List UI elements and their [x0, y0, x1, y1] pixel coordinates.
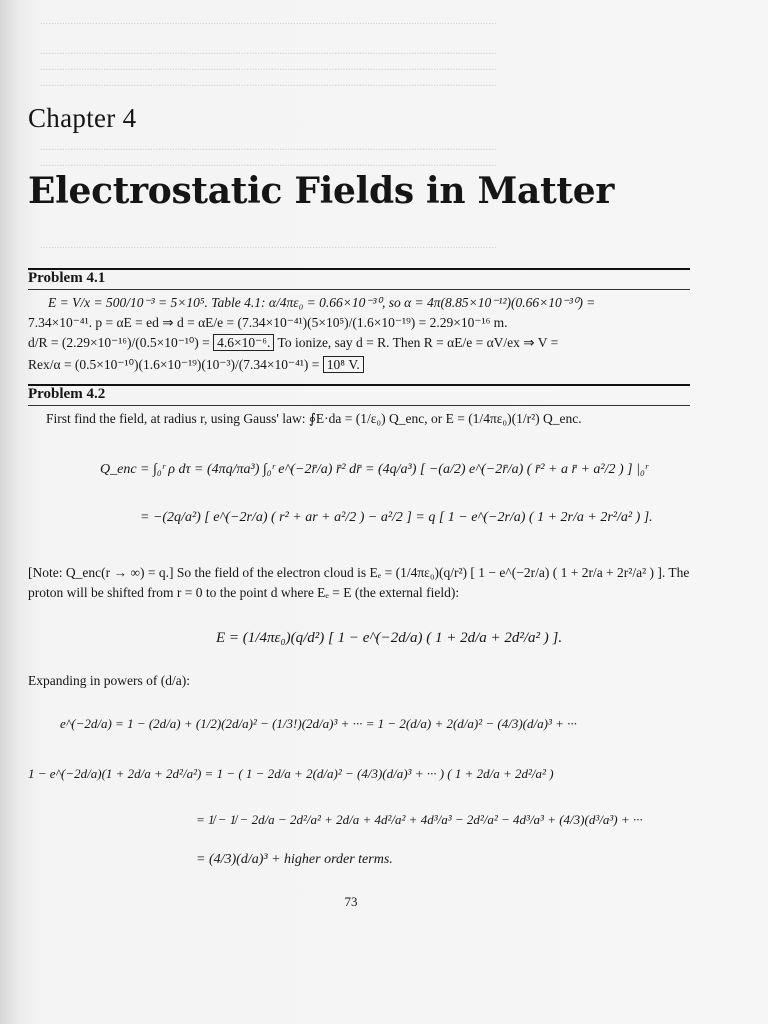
- equation-field: E = (1/4πε₀)(q/d²) [ 1 − e^(−2d/a) ( 1 + 2d/a + 2d²/a² ) ].: [216, 630, 563, 646]
- problem-heading: Problem 4.2: [28, 386, 106, 402]
- problem-rule-bottom: [28, 405, 690, 406]
- problem-rule-top: [28, 268, 690, 270]
- bleed-through-text: ......................................................................................................................................................................: [40, 15, 497, 27]
- bleed-through-text: ......................................................................................................................................................................: [40, 157, 497, 169]
- bleed-through-text: ......................................................................................................................................................................: [40, 239, 497, 251]
- solution-note: [Note: Q_enc(r → ∞) = q.] So the field of the electron cloud is Eₑ = (1/4πε₀)(q/r²) [ 1 − e^(−2r/a) ( 1 + 2r/a + 2r²/a² ) ]. The: [28, 565, 690, 580]
- equation-expansion-exp: e^(−2d/a) = 1 − (2d/a) + (1/2)(2d/a)² − (1/3!)(2d/a)³ + ··· = 1 − 2(d/a) + 2(d/a)² − (4/3)(d/a)³ + ···: [60, 716, 577, 731]
- bleed-through-text: ......................................................................................................................................................................: [40, 45, 497, 57]
- boxed-answer: 4.6×10⁻⁶.: [213, 334, 274, 351]
- boxed-answer: 10⁸ V.: [323, 356, 364, 373]
- solution-line: [28, 334, 558, 352]
- problem-rule-top: [28, 384, 690, 386]
- solution-line: E = V/x = 500/10⁻³ = 5×10⁵. Table 4.1: α/4πε₀ = 0.66×10⁻³⁰, so α = 4π(8.85×10⁻¹²)(0.66×10⁻³⁰) =: [48, 295, 596, 310]
- solution-text: d/R = (2.29×10⁻¹⁶)/(0.5×10⁻¹⁰) =: [28, 335, 210, 350]
- bleed-through-text: ......................................................................................................................................................................: [40, 77, 497, 89]
- equation-q-enc-result: = −(2q/a²) [ e^(−2r/a) ( r² + ar + a²/2 ) − a²/2 ] = q [ 1 − e^(−2r/a) ( 1 + 2r/a + 2r²/a² ) ].: [140, 510, 653, 525]
- bleed-through-text: ......................................................................................................................................................................: [40, 141, 497, 153]
- page-number: 73: [344, 894, 358, 909]
- chapter-label: Chapter 4: [28, 103, 137, 133]
- equation-expansion-result: = (4/3)(d/a)³ + higher order terms.: [196, 852, 393, 867]
- solution-text: To ionize, say d = R. Then R = αE/e = αV/ex ⇒ V =: [277, 335, 559, 350]
- solution-line: [28, 356, 364, 374]
- problem-rule-bottom: [28, 289, 690, 290]
- solution-intro: First find the field, at radius r, using Gauss' law: ∮E·da = (1/ε₀) Q_enc, or E = (1/4πε₀)(1/r²) Q_enc.: [46, 411, 582, 426]
- bleed-through-text: ......................................................................................................................................................................: [40, 61, 497, 73]
- solution-line: 7.34×10⁻⁴¹. p = αE = ed ⇒ d = αE/e = (7.34×10⁻⁴¹)(5×10⁵)/(1.6×10⁻¹⁹) = 2.29×10⁻¹⁶ m.: [28, 315, 508, 330]
- solution-text: Expanding in powers of (d/a):: [28, 673, 190, 688]
- problem-heading: Problem 4.1: [28, 270, 106, 286]
- equation-expansion-terms: = 1̸ − 1̸ − 2d/a − 2d²/a² + 2d/a + 4d²/a² + 4d³/a³ − 2d²/a² − 4d³/a³ + (4/3)(d³/a³) + ···: [196, 812, 643, 827]
- equation-expansion-bracket: 1 − e^(−2d/a)(1 + 2d/a + 2d²/a²) = 1 − ( 1 − 2d/a + 2(d/a)² − (4/3)(d/a)³ + ··· ) ( 1 + 2d/a + 2d²/a² ): [28, 766, 554, 781]
- solution-text: Rex/α = (0.5×10⁻¹⁰)(1.6×10⁻¹⁹)(10⁻³)/(7.34×10⁻⁴¹) =: [28, 357, 320, 372]
- chapter-title: Electrostatic Fields in Matter: [28, 170, 615, 212]
- equation-q-enc: Q_enc = ∫₀ʳ ρ dτ = (4πq/πa³) ∫₀ʳ e^(−2r̄/a) r̄² dr̄ = (4q/a³) [ −(a/2) e^(−2r̄/a) ( r̄² + a r̄ + a²/2 ) ] |₀ʳ: [100, 462, 648, 477]
- solution-text: proton will be shifted from r = 0 to the point d where Eₑ = E (the external field):: [28, 585, 460, 600]
